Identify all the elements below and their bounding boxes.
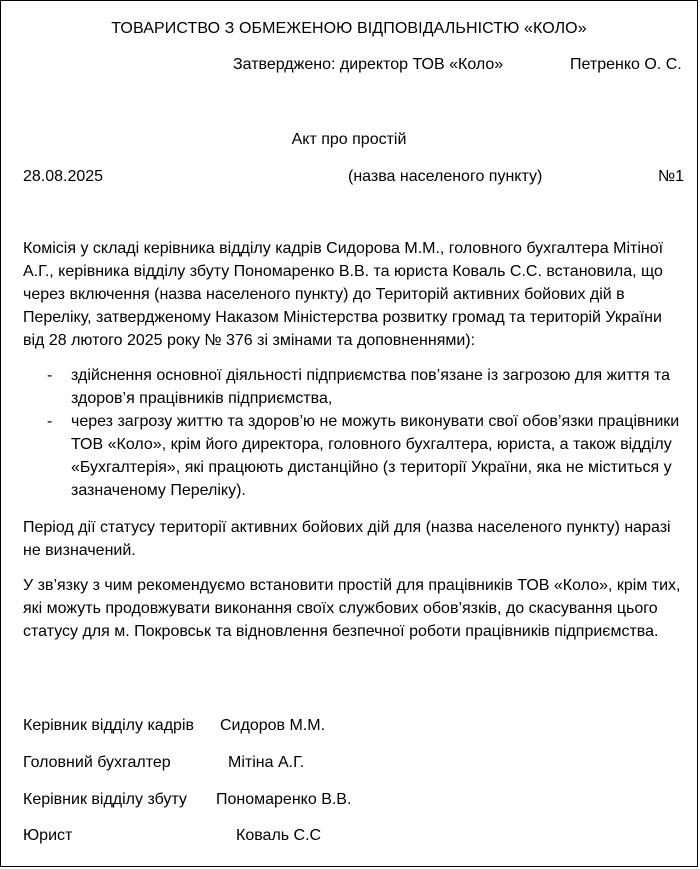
act-place: (назва населеного пункту) [348,168,543,185]
paragraph-commission: Комісія у складі керівника відділу кадрів Сидорова М.М., головного бухгалтера Мітіної А.Г., керівника відділу збуту Пономаренко В.В. та юриста Коваль С.С. встановила, що через включення (назва населеного пункту) до Територій активних бойових дій в Переліку, затвердженому Наказом Міністерства розвитку громад та територій України від 28 лютого 2025 року № 376 зі змінами та доповненнями): [23,240,664,349]
list-item [23,364,685,410]
bullet-marker: - [47,413,53,430]
signature-name-hr: Сидоров М.М. [220,717,326,734]
list-item [23,410,685,502]
list-item-text: через загрозу життю та здоров’ю не можуть виконувати свої обов’язки працівники ТОВ «Коло», крім його директора, головного бухгалтера, юриста, а також відділу «Бухгалтерія», які працюють дистанційно (з території України, яка не міститься у зазначеному Переліку). [71,413,680,499]
signature-name-lawyer: Коваль С.С [236,827,322,844]
paragraph-period: Період дії статусу території активних бойових дій для (назва населеного пункту) наразі не визначений. [23,519,671,559]
signature-role-hr: Керівник відділу кадрів [23,717,194,734]
list-item-text: здійснення основної діяльності підприємства пов’язане із загрозою для життя та здоров’я працівників підприємства, [71,367,671,407]
approver-name: Петренко О. С. [570,56,682,73]
signature-role-sales: Керівник відділу збуту [23,791,187,808]
bullet-marker: - [47,367,53,384]
signature-name-accountant: Мітіна А.Г. [228,754,305,771]
paragraph-recommendation: У зв’язку з чим рекомендуємо встановити простій для працівників ТОВ «Коло», крім тих, які можуть продовжувати виконання своїх службових обов’язків, до скасування цього статусу для м. Покровськ та відновлення безпечної роботи працівників підприємства. [23,577,681,640]
approved-label: Затверджено: директор ТОВ «Коло» [233,56,504,73]
signature-name-sales: Пономаренко В.В. [216,791,352,808]
act-date: 28.08.2025 [23,168,104,185]
signature-role-lawyer: Юрист [23,827,73,844]
organization-name: ТОВАРИСТВО З ОБМЕЖЕНОЮ ВІДПОВІДАЛЬНІСТЮ «КОЛО» [111,20,587,37]
findings-list [23,364,685,502]
act-number: №1 [658,168,685,185]
act-title: Акт про простій [291,131,407,148]
signature-role-accountant: Головний бухгалтер [23,754,171,771]
